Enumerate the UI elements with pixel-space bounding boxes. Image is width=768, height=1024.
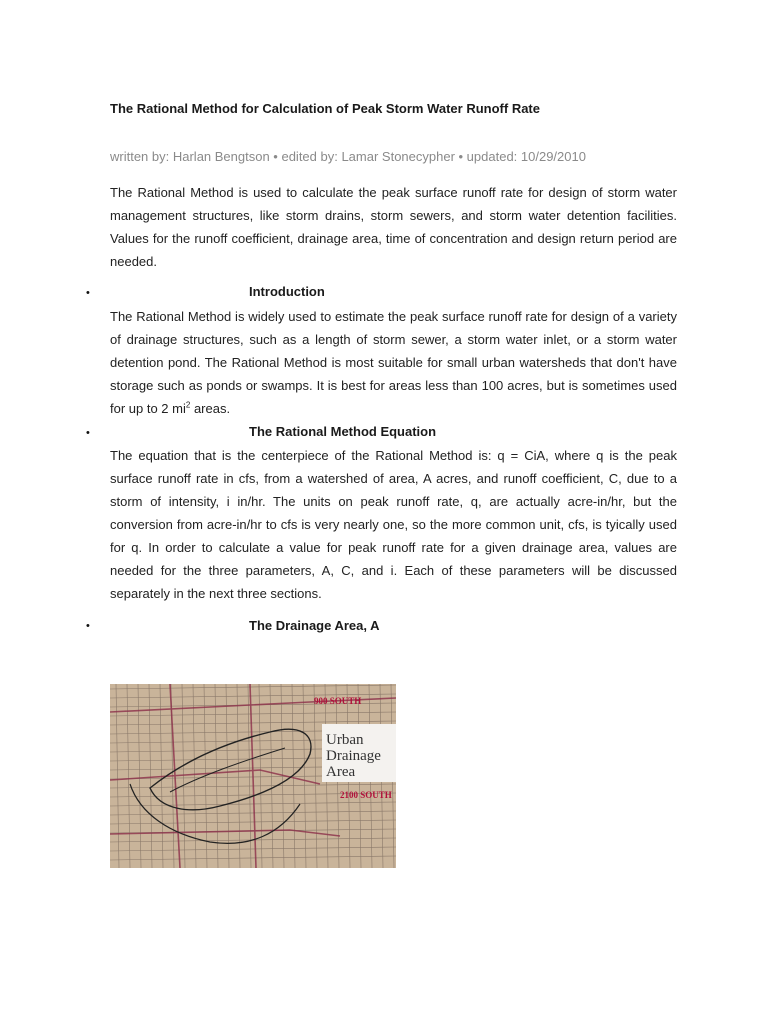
section-body-introduction [110,305,677,420]
section-heading-drainage-area: The Drainage Area, A [249,618,380,633]
map-label-2100-south: 2100 SOUTH [340,790,392,800]
map-label-900-south: 900 SOUTH [314,696,362,706]
section-heading-equation: The Rational Method Equation [249,424,437,439]
map-caption-line3: Area [326,764,356,780]
superscript: 2 [185,400,191,410]
article-byline: written by: Harlan Bengtson • edited by: Lamar Stonecypher • updated: 10/29/2010 [110,149,586,164]
article-title: The Rational Method for Calculation of Peak Storm Water Runoff Rate [110,101,540,116]
bullet-marker: • [86,427,90,439]
bullet-marker: • [86,287,90,299]
article-intro: The Rational Method is used to calculate the peak surface runoff rate for design of storm water management structures, like storm drains, storm sewers, and storm water detention facilities. Values for the runoff coefficient, drainage area, time of concentration and design return period are needed. [110,185,677,269]
map-caption-line2: Drainage [326,748,381,764]
bullet-marker: • [86,620,90,632]
map-caption-line1: Urban [326,732,364,748]
body-text: The Rational Method is widely used to estimate the peak surface runoff rate for design of a variety of drainage structures, such as a length of storm sewer, a storm water inlet, or a storm water detention pond. The Rational Method is most suitable for small urban watersheds that don't have storage such as ponds or swamps. It is best for areas less than 100 acres, but is sometimes used for up to 2 mi [110,309,677,416]
drainage-area-map [110,684,396,868]
section-heading-introduction: Introduction [249,284,325,299]
body-text-end: areas. [190,401,231,416]
section-body-equation: The equation that is the centerpiece of the Rational Method is: q = CiA, where q is the peak surface runoff rate in cfs, from a watershed of area, A acres, and runoff coefficient, C, due to a storm of intensity, i in/hr. The units on peak runoff rate, q, are actually acre-in/hr, but the conversion from acre-in/hr to cfs is very nearly one, so the more common unit, cfs, is tyically used for q. In order to calculate a value for peak runoff rate for a given drainage area, values are needed for the three parameters, A, C, and i. Each of these parameters will be discussed separately in the next three sections. [110,448,677,601]
